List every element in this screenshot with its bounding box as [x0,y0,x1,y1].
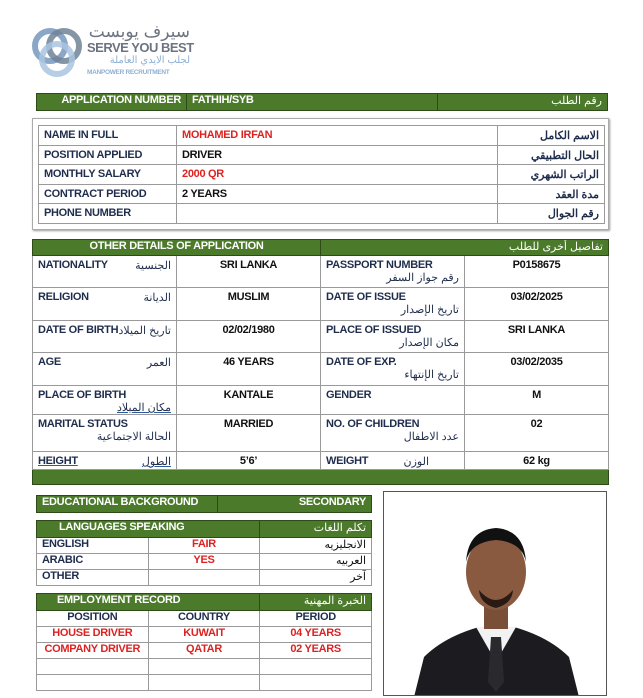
field-value: 62 kg [465,452,609,470]
field-label-ar: الاسم الكامل [498,126,605,146]
detail-row [33,452,609,470]
field-label: NAME IN FULL [39,126,177,146]
employment-row [37,627,372,643]
field-value: 46 YEARS [177,353,321,386]
field-value: M [465,386,609,415]
other-details-title: OTHER DETAILS OF APPLICATION [33,240,321,256]
employment-cell [148,675,260,691]
languages-title-ar: تكلم اللغات [260,521,372,538]
field-value: MUSLIM [177,288,321,321]
field-value: 03/02/2025 [465,288,609,321]
field-value: 02/02/1980 [177,321,321,353]
company-logo: سيرف يوبست SERVE YOU BEST لجلب الايدي العاملة MANPOWER RECRUITMENT [30,22,200,82]
language-name-ar: الانجليزيه [260,538,372,554]
field-value: 02 [465,415,609,452]
footer-bar [33,470,609,485]
language-name: ENGLISH [37,538,149,554]
field-label: DATE OF EXP. تاريخ الإنتهاء [321,353,465,386]
employment-cell: KUWAIT [148,627,260,643]
field-label: HEIGHT الطول [33,452,177,470]
field-label: WEIGHT الوزن [321,452,465,470]
employment-cell [260,659,372,675]
language-level: FAIR [148,538,260,554]
field-value: 5’6’ [177,452,321,470]
detail-row [33,386,609,415]
personal-row [39,204,605,224]
detail-row [33,256,609,288]
employment-row [37,659,372,675]
field-label: CONTRACT PERIOD [39,184,177,204]
language-name-ar: آخر [260,570,372,586]
language-row [37,538,372,554]
field-label: AGE العمر [33,353,177,386]
employment-title: EMPLOYMENT RECORD [37,594,260,611]
field-label: MARITAL STATUS الحالة الاجتماعية [33,415,177,452]
language-row [37,554,372,570]
languages-section [36,520,372,586]
employment-cell: 04 YEARS [260,627,372,643]
field-label: GENDER [321,386,465,415]
language-row [37,570,372,586]
field-label-ar: الحال التطبيقي [498,145,605,165]
other-details-title-ar: تفاصيل أخرى للطلب [321,240,609,256]
field-value: P0158675 [465,256,609,288]
personal-info-section [32,118,609,230]
field-label: PLACE OF BIRTH مكان الميلاد [33,386,177,415]
field-value: MOHAMED IRFAN [177,126,498,146]
column-header: PERIOD [260,611,372,627]
field-label: DATE OF ISSUE تاريخ الإصدار [321,288,465,321]
field-value [177,204,498,224]
personal-row [39,184,605,204]
languages-title: LANGUAGES SPEAKING [37,521,260,538]
employment-row [37,643,372,659]
personal-row [39,126,605,146]
field-label: DATE OF BIRTH تاريخ الميلاد [33,321,177,353]
employment-cell: QATAR [148,643,260,659]
column-header: COUNTRY [148,611,260,627]
applicant-portrait-icon [384,492,607,696]
application-number-bar: APPLICATION NUMBER FATHIH/SYB رقم الطلب [36,93,608,111]
field-value: MARRIED [177,415,321,452]
detail-row [33,288,609,321]
field-value: KANTALE [177,386,321,415]
field-label: NATIONALITY الجنسية [33,256,177,288]
employment-cell: COMPANY DRIVER [37,643,149,659]
field-label-ar: مدة العقد [498,184,605,204]
language-name: OTHER [37,570,149,586]
employment-row [37,675,372,691]
language-name-ar: العربيه [260,554,372,570]
field-label-ar: الراتب الشهري [498,165,605,185]
detail-row [33,353,609,386]
field-value: 03/02/2035 [465,353,609,386]
detail-row [33,321,609,353]
employment-section [36,593,372,691]
field-value: 2000 QR [177,165,498,185]
field-label: PASSPORT NUMBER رقم جواز السفر [321,256,465,288]
employment-cell [37,675,149,691]
language-level [148,570,260,586]
field-value: 2 YEARS [177,184,498,204]
employment-cell: 02 YEARS [260,643,372,659]
field-label-ar: رقم الجوال [498,204,605,224]
column-header: POSITION [37,611,149,627]
employment-title-ar: الخبرة المهنية [260,594,372,611]
field-label: PHONE NUMBER [39,204,177,224]
field-label: MONTHLY SALARY [39,165,177,185]
field-value: SRI LANKA [177,256,321,288]
logo-knot-icon [30,24,86,80]
employment-cell [260,675,372,691]
employment-cell [37,659,149,675]
personal-row [39,165,605,185]
field-label: POSITION APPLIED [39,145,177,165]
personal-row [39,145,605,165]
other-details-section [32,239,609,485]
field-label: RELIGION الديانة [33,288,177,321]
field-label: NO. OF CHILDREN عدد الاطفال [321,415,465,452]
field-value: DRIVER [177,145,498,165]
field-value: SRI LANKA [465,321,609,353]
field-label: PLACE OF ISSUED مكان الإصدار [321,321,465,353]
employment-cell: HOUSE DRIVER [37,627,149,643]
applicant-photo [383,491,607,696]
language-name: ARABIC [37,554,149,570]
employment-cell [148,659,260,675]
education-section: EDUCATIONAL BACKGROUND SECONDARY [36,495,372,513]
language-level: YES [148,554,260,570]
detail-row [33,415,609,452]
